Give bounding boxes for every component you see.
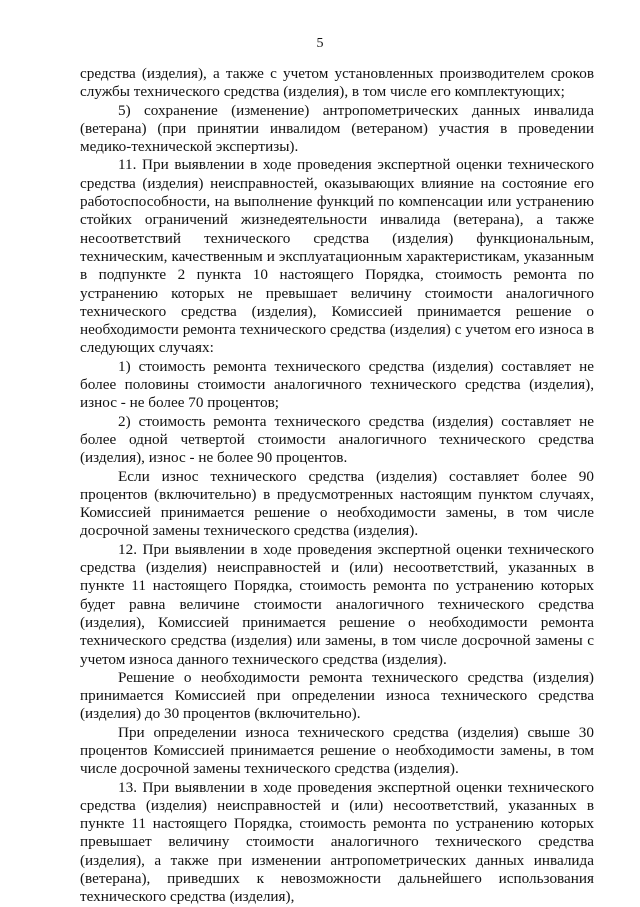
- paragraph-clause-11: 11. При выявлении в ходе проведения экспертной оценки технического средства (изделия) неисправностей, оказывающих влияние на состояние его работоспособности, на выполнение функций по компенсации или устранению стойких ограничений жизнедеятельности инвалида (ветерана), а также несоответствий технического средства (изделия) функциональным, техническим, качественным и эксплуатационным характеристикам, указанным в подпункте 2 пункта 10 настоящего Порядка, стоимость ремонта по устранению которых не превышает величину стоимости аналогичного технического средства (изделия), Комиссией принимается решение о необходимости ремонта технического средства (изделия) с учетом его износа в следующих случаях:: [80, 156, 594, 357]
- page-number: 5: [316, 36, 324, 51]
- paragraph-repair-decision: Решение о необходимости ремонта технического средства (изделия) принимается Комиссией при определении износа технического средства (изделия) до 30 процентов (включительно).: [80, 668, 594, 723]
- document-body: [80, 65, 594, 907]
- paragraph-item-5: 5) сохранение (изменение) антропометрических данных инвалида (ветерана) (при принятии инвалидом (ветераном) участия в проведении медико-технической экспертизы).: [80, 101, 594, 156]
- paragraph-wear-over-90: Если износ технического средства (изделия) составляет более 90 процентов (включительно) в предусмотренных настоящим пунктом случаях, Комиссией принимается решение о необходимости замены, в том числе досрочной замены технического средства (изделия).: [80, 467, 594, 540]
- paragraph-clause-12: 12. При выявлении в ходе проведения экспертной оценки технического средства (изделия) неисправностей и (или) несоответствий, указанных в пункте 11 настоящего Порядка, стоимость ремонта по устранению которых будет равна величине стоимости аналогичного технического средства (изделия), Комиссией принимается решение о необходимости ремонта технического средства (изделия) или замены, в том числе досрочной замены с учетом износа данного технического средства (изделия).: [80, 540, 594, 668]
- paragraph-clause-13: 13. При выявлении в ходе проведения экспертной оценки технического средства (изделия) неисправностей и (или) несоответствий, указанных в пункте 11 настоящего Порядка, стоимость ремонта по устранению которых превышает величину стоимости аналогичного технического средства (изделия), а также при изменении антропометрических данных инвалида (ветерана), приведших к невозможности дальнейшего использования технического средства (изделия),: [80, 778, 594, 906]
- paragraph-replacement-decision: При определении износа технического средства (изделия) свыше 30 процентов Комиссией принимается решение о необходимости замены, в том числе досрочной замены технического средства (изделия).: [80, 723, 594, 778]
- paragraph-continuation: средства (изделия), а также с учетом установленных производителем сроков службы технического средства (изделия), в том числе его комплектующих;: [80, 65, 594, 101]
- paragraph-subitem-2: 2) стоимость ремонта технического средства (изделия) составляет не более одной четвертой стоимости аналогичного технического средства (изделия), износ - не более 90 процентов.: [80, 412, 594, 467]
- paragraph-subitem-1: 1) стоимость ремонта технического средства (изделия) составляет не более половины стоимости аналогичного технического средства (изделия), износ - не более 70 процентов;: [80, 357, 594, 412]
